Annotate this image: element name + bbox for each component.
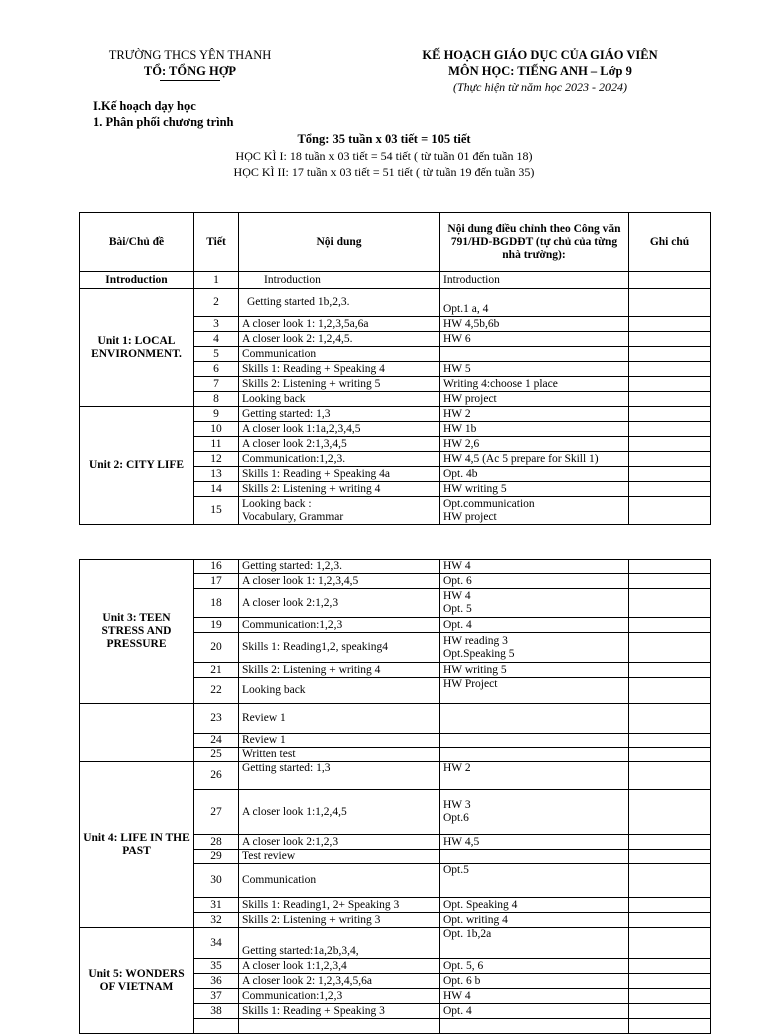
period-cell: 5: [194, 347, 239, 362]
col-header-adjust: Nội dung điều chỉnh theo Công văn 791/HD-BGDĐT (tự chủ của từng nhà trường):: [440, 213, 629, 272]
note-cell: [629, 734, 711, 748]
period-cell: 23: [194, 704, 239, 734]
period-cell: 24: [194, 734, 239, 748]
note-cell: [629, 913, 711, 928]
note-cell: [629, 850, 711, 864]
content-line: Looking back :: [242, 497, 312, 510]
period-cell: 2: [194, 289, 239, 317]
content-cell: Skills 1: Reading1, 2+ Speaking 3: [239, 898, 440, 913]
adjust-cell: HW 4: [440, 989, 629, 1004]
adjust-cell: [440, 704, 629, 734]
note-cell: [629, 618, 711, 633]
table-row: [80, 272, 711, 289]
content-cell: Communication:1,2,3: [239, 989, 440, 1004]
adjust-cell: HW 2,6: [440, 437, 629, 452]
note-cell: [629, 928, 711, 959]
plan-title: KẾ HOẠCH GIÁO DỤC CỦA GIÁO VIÊN: [422, 48, 658, 62]
adjust-line: HW reading 3: [443, 634, 508, 647]
period-cell: 18: [194, 589, 239, 618]
adjust-cell: HW 4,5 (Ac 5 prepare for Skill 1): [440, 452, 629, 467]
content-cell: A closer look 2: 1,2,4,5.: [239, 332, 440, 347]
note-cell: [629, 790, 711, 835]
content-cell: Skills 2: Listening + writing 4: [239, 482, 440, 497]
adjust-cell: Opt. writing 4: [440, 913, 629, 928]
adjust-cell: HW 2: [440, 762, 629, 790]
content-cell: Getting started: 1,3: [239, 762, 440, 790]
content-cell: A closer look 1: 1,2,3,5a,6a: [239, 317, 440, 332]
period-cell: 19: [194, 618, 239, 633]
note-cell: [629, 898, 711, 913]
period-cell: 15: [194, 497, 239, 525]
note-cell: [629, 452, 711, 467]
adjust-cell: HW 4,5: [440, 835, 629, 850]
col-header-unit: Bài/Chủ đề: [80, 213, 194, 272]
adjust-line: Opt. 5: [443, 603, 472, 615]
period-cell: 6: [194, 362, 239, 377]
content-cell: A closer look 2:1,2,3: [239, 589, 440, 618]
period-cell: 34: [194, 928, 239, 959]
content-cell: Review 1: [239, 704, 440, 734]
content-cell: Test review: [239, 850, 440, 864]
summary-semester-2: HỌC KÌ II: 17 tuần x 03 tiết = 51 tiết ( từ tuần 19 đến tuần 35): [233, 165, 535, 179]
content-cell: Getting started: 1,3: [239, 407, 440, 422]
note-cell: [629, 663, 711, 678]
period-cell: 36: [194, 974, 239, 989]
note-cell: [629, 989, 711, 1004]
table-row: [80, 289, 711, 317]
adjust-cell: Writing 4:choose 1 place: [440, 377, 629, 392]
note-cell: [629, 377, 711, 392]
unit-cell: Introduction: [80, 272, 194, 289]
period-cell: 16: [194, 560, 239, 574]
content-line: Vocabulary, Grammar: [242, 510, 344, 523]
curriculum-table-2: [79, 559, 711, 1034]
header-right: [395, 47, 685, 95]
period-cell: 12: [194, 452, 239, 467]
note-cell: [629, 1019, 711, 1034]
adjust-cell: Opt. 5, 6: [440, 959, 629, 974]
period-cell: [194, 1019, 239, 1034]
table-row: [80, 560, 711, 574]
adjust-cell: [440, 734, 629, 748]
adjust-cell: HW 5: [440, 362, 629, 377]
content-cell: Skills 1: Reading1,2, speaking4: [239, 633, 440, 663]
content-cell: Skills 1: Reading + Speaking 3: [239, 1004, 440, 1019]
note-cell: [629, 497, 711, 525]
header-left: [80, 47, 300, 81]
content-cell: A closer look 2:1,2,3: [239, 835, 440, 850]
note-cell: [629, 959, 711, 974]
adjust-cell: [440, 748, 629, 762]
adjust-line: HW 4: [443, 590, 471, 602]
content-cell: Communication:1,2,3.: [239, 452, 440, 467]
adjust-cell: Opt. 6: [440, 574, 629, 589]
note-cell: [629, 467, 711, 482]
period-cell: 28: [194, 835, 239, 850]
adjust-line: Opt.Speaking 5: [443, 647, 515, 660]
table-row: [80, 928, 711, 959]
adjust-cell: Opt. 4: [440, 618, 629, 633]
period-cell: 31: [194, 898, 239, 913]
school-name: TRƯỜNG THCS YÊN THANH: [108, 48, 272, 62]
adjust-cell: Introduction: [440, 272, 629, 289]
note-cell: [629, 560, 711, 574]
content-cell: A closer look 1:1a,2,3,4,5: [239, 422, 440, 437]
content-cell: Communication:1,2,3: [239, 618, 440, 633]
note-cell: [629, 332, 711, 347]
note-cell: [629, 589, 711, 618]
period-cell: 21: [194, 663, 239, 678]
adjust-cell: Opt.1 a, 4: [440, 289, 629, 317]
content-cell: Getting started: 1,2,3.: [239, 560, 440, 574]
content-cell: [239, 1019, 440, 1034]
period-cell: 17: [194, 574, 239, 589]
content-cell: Review 1: [239, 734, 440, 748]
period-cell: 4: [194, 332, 239, 347]
table-row: [80, 704, 711, 734]
period-cell: 13: [194, 467, 239, 482]
note-cell: [629, 482, 711, 497]
period-cell: 25: [194, 748, 239, 762]
period-cell: 1: [194, 272, 239, 289]
content-cell: Skills 2: Listening + writing 3: [239, 913, 440, 928]
content-cell: Skills 2: Listening + writing 5: [239, 377, 440, 392]
adjust-cell: HW project: [440, 392, 629, 407]
summary-total: Tổng: 35 tuần x 03 tiết = 105 tiết: [297, 132, 471, 146]
note-cell: [629, 289, 711, 317]
note-cell: [629, 407, 711, 422]
adjust-cell: HW Project: [440, 678, 629, 704]
note-cell: [629, 633, 711, 663]
table-header-row: [80, 213, 711, 272]
period-cell: 26: [194, 762, 239, 790]
curriculum-table-1: [79, 212, 711, 525]
adjust-cell: HW 2: [440, 407, 629, 422]
table-row: [80, 762, 711, 790]
adjust-cell: [440, 633, 629, 663]
adjust-cell: Opt. 4: [440, 1004, 629, 1019]
content-cell: A closer look 1:1,2,4,5: [239, 790, 440, 835]
adjust-cell: HW writing 5: [440, 663, 629, 678]
period-cell: 37: [194, 989, 239, 1004]
note-cell: [629, 974, 711, 989]
subsection-heading: 1. Phân phối chương trình: [93, 115, 234, 129]
period-cell: 27: [194, 790, 239, 835]
adjust-cell: [440, 347, 629, 362]
department-name: TỔ: TỔNG HỢP: [143, 64, 237, 78]
header-underline: [160, 80, 220, 81]
note-cell: [629, 1004, 711, 1019]
content-cell: A closer look 1:1,2,3,4: [239, 959, 440, 974]
content-cell: Skills 2: Listening + writing 4: [239, 663, 440, 678]
adjust-cell: Opt. 1b,2a: [440, 928, 629, 959]
adjust-cell: Opt. 4b: [440, 467, 629, 482]
unit-cell: Unit 3: TEEN STRESS AND PRESSURE: [80, 560, 194, 704]
content-cell: [239, 497, 440, 525]
adjust-line: HW project: [443, 510, 497, 523]
note-cell: [629, 317, 711, 332]
subject-title: MÔN HỌC: TIẾNG ANH – Lớp 9: [448, 64, 632, 78]
note-cell: [629, 835, 711, 850]
table-row: [80, 407, 711, 422]
note-cell: [629, 437, 711, 452]
note-cell: [629, 422, 711, 437]
content-cell: Skills 1: Reading + Speaking 4: [239, 362, 440, 377]
adjust-cell: [440, 790, 629, 835]
adjust-cell: HW 4: [440, 560, 629, 574]
col-header-content: Nội dung: [239, 213, 440, 272]
adjust-cell: HW 4,5b,6b: [440, 317, 629, 332]
adjust-cell: [440, 589, 629, 618]
adjust-cell: [440, 850, 629, 864]
note-cell: [629, 748, 711, 762]
content-cell: Communication: [239, 347, 440, 362]
adjust-cell: HW 6: [440, 332, 629, 347]
content-cell: Looking back: [239, 678, 440, 704]
unit-cell: Unit 5: WONDERS OF VIETNAM: [80, 928, 194, 1034]
note-cell: [629, 574, 711, 589]
period-cell: 32: [194, 913, 239, 928]
content-cell: A closer look 1: 1,2,3,4,5: [239, 574, 440, 589]
period-cell: 22: [194, 678, 239, 704]
note-cell: [629, 272, 711, 289]
adjust-line: Opt.6: [443, 812, 469, 824]
unit-cell: Unit 4: LIFE IN THE PAST: [80, 762, 194, 928]
period-cell: 38: [194, 1004, 239, 1019]
col-header-period: Tiết: [194, 213, 239, 272]
period-cell: 11: [194, 437, 239, 452]
unit-cell: Unit 2: CITY LIFE: [80, 407, 194, 525]
content-cell: Skills 1: Reading + Speaking 4a: [239, 467, 440, 482]
section-heading: I.Kế hoạch dạy học: [93, 99, 196, 113]
period-cell: 7: [194, 377, 239, 392]
note-cell: [629, 362, 711, 377]
adjust-cell: HW 1b: [440, 422, 629, 437]
period-cell: 10: [194, 422, 239, 437]
adjust-cell: [440, 497, 629, 525]
adjust-line: Opt.communication: [443, 497, 535, 510]
note-cell: [629, 392, 711, 407]
period-cell: 8: [194, 392, 239, 407]
content-cell: A closer look 2: 1,2,3,4,5,6a: [239, 974, 440, 989]
content-cell: Introduction: [239, 272, 440, 289]
adjust-cell: Opt. 6 b: [440, 974, 629, 989]
adjust-line: HW 3: [443, 799, 471, 811]
content-cell: Communication: [239, 864, 440, 898]
content-cell: Written test: [239, 748, 440, 762]
note-cell: [629, 678, 711, 704]
adjust-cell: HW writing 5: [440, 482, 629, 497]
period-cell: 29: [194, 850, 239, 864]
content-cell: Getting started:1a,2b,3,4,: [239, 928, 440, 959]
unit-cell: [80, 704, 194, 762]
content-cell: A closer look 2:1,3,4,5: [239, 437, 440, 452]
col-header-note: Ghi chú: [629, 213, 711, 272]
note-cell: [629, 347, 711, 362]
adjust-cell: Opt.5: [440, 864, 629, 898]
content-cell: Getting started 1b,2,3.: [239, 289, 440, 317]
note-cell: [629, 762, 711, 790]
period-cell: 14: [194, 482, 239, 497]
content-cell: Looking back: [239, 392, 440, 407]
period-cell: 20: [194, 633, 239, 663]
period-cell: 30: [194, 864, 239, 898]
note-cell: [629, 704, 711, 734]
adjust-cell: [440, 1019, 629, 1034]
school-year: (Thực hiện từ năm học 2023 - 2024): [452, 80, 628, 94]
unit-cell: Unit 1: LOCAL ENVIRONMENT.: [80, 289, 194, 407]
summary-semester-1: HỌC KÌ I: 18 tuần x 03 tiết = 54 tiết ( từ tuần 01 đến tuần 18): [235, 149, 533, 163]
adjust-cell: Opt. Speaking 4: [440, 898, 629, 913]
period-cell: 35: [194, 959, 239, 974]
note-cell: [629, 864, 711, 898]
period-cell: 3: [194, 317, 239, 332]
period-cell: 9: [194, 407, 239, 422]
